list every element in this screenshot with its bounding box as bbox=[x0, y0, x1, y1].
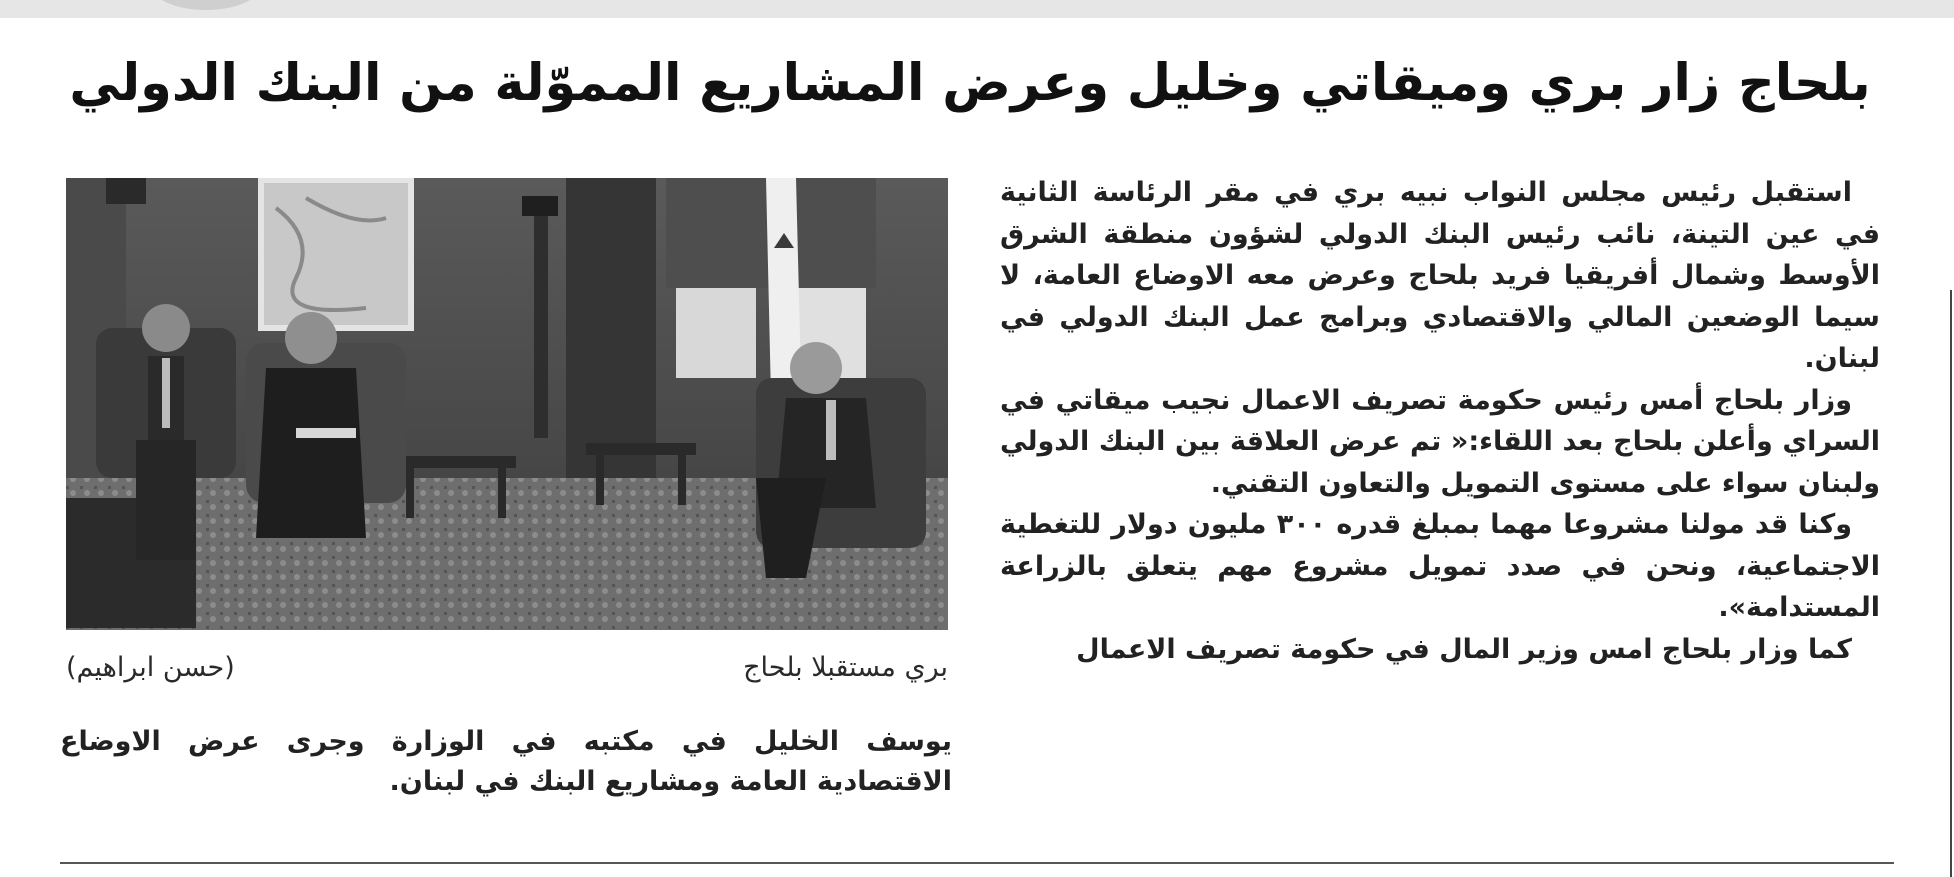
photo-caption: بري مستقبلا بلحاج bbox=[743, 652, 948, 683]
article-continuation bbox=[60, 722, 952, 802]
photo-caption-row bbox=[66, 648, 948, 688]
article-paragraph: استقبل رئيس مجلس النواب نبيه بري في مقر الرئاسة الثانية في عين التينة، نائب رئيس البنك الدولي لشؤون منطقة الشرق الأوسط وشمال أفريقيا فريد بلحاج وعرض معه الاوضاع العامة، لا سيما الوضعين المالي والاقتصادي وبرامج عمل البنك الدولي في لبنان. bbox=[1000, 177, 1880, 374]
article-body bbox=[1000, 172, 1880, 670]
photo-credit: (حسن ابراهيم) bbox=[66, 652, 235, 683]
bottom-divider bbox=[60, 862, 1894, 864]
masthead-fragment bbox=[150, 0, 262, 10]
article-paragraph: كما وزار بلحاج امس وزير المال في حكومة تصريف الاعمال bbox=[1076, 633, 1852, 665]
article-paragraph: وكنا قد مولنا مشروعا مهما بمبلغ قدره ٣٠٠ مليون دولار للتغطية الاجتماعية، ونحن في صدد تمويل مشروع مهم يتعلق بالزراعة المستدامة». bbox=[1000, 509, 1880, 623]
page-edge-line bbox=[1950, 290, 1952, 877]
page-top-band bbox=[0, 0, 1954, 18]
meeting-photo-illustration bbox=[66, 178, 948, 630]
article-headline: بلحاج زار بري وميقاتي وخليل وعرض المشاريع المموّلة من البنك الدولي bbox=[69, 54, 1871, 113]
news-photo bbox=[66, 178, 948, 630]
article-paragraph: وزار بلحاج أمس رئيس حكومة تصريف الاعمال نجيب ميقاتي في السراي وأعلن بلحاج بعد اللقاء:« تم عرض العلاقة بين البنك الدولي ولبنان سواء على مستوى التمويل والتعاون التقني. bbox=[1000, 384, 1880, 499]
article-paragraph: يوسف الخليل في مكتبه في الوزارة وجرى عرض الاوضاع الاقتصادية العامة ومشاريع البنك في لبنان. bbox=[60, 726, 952, 797]
